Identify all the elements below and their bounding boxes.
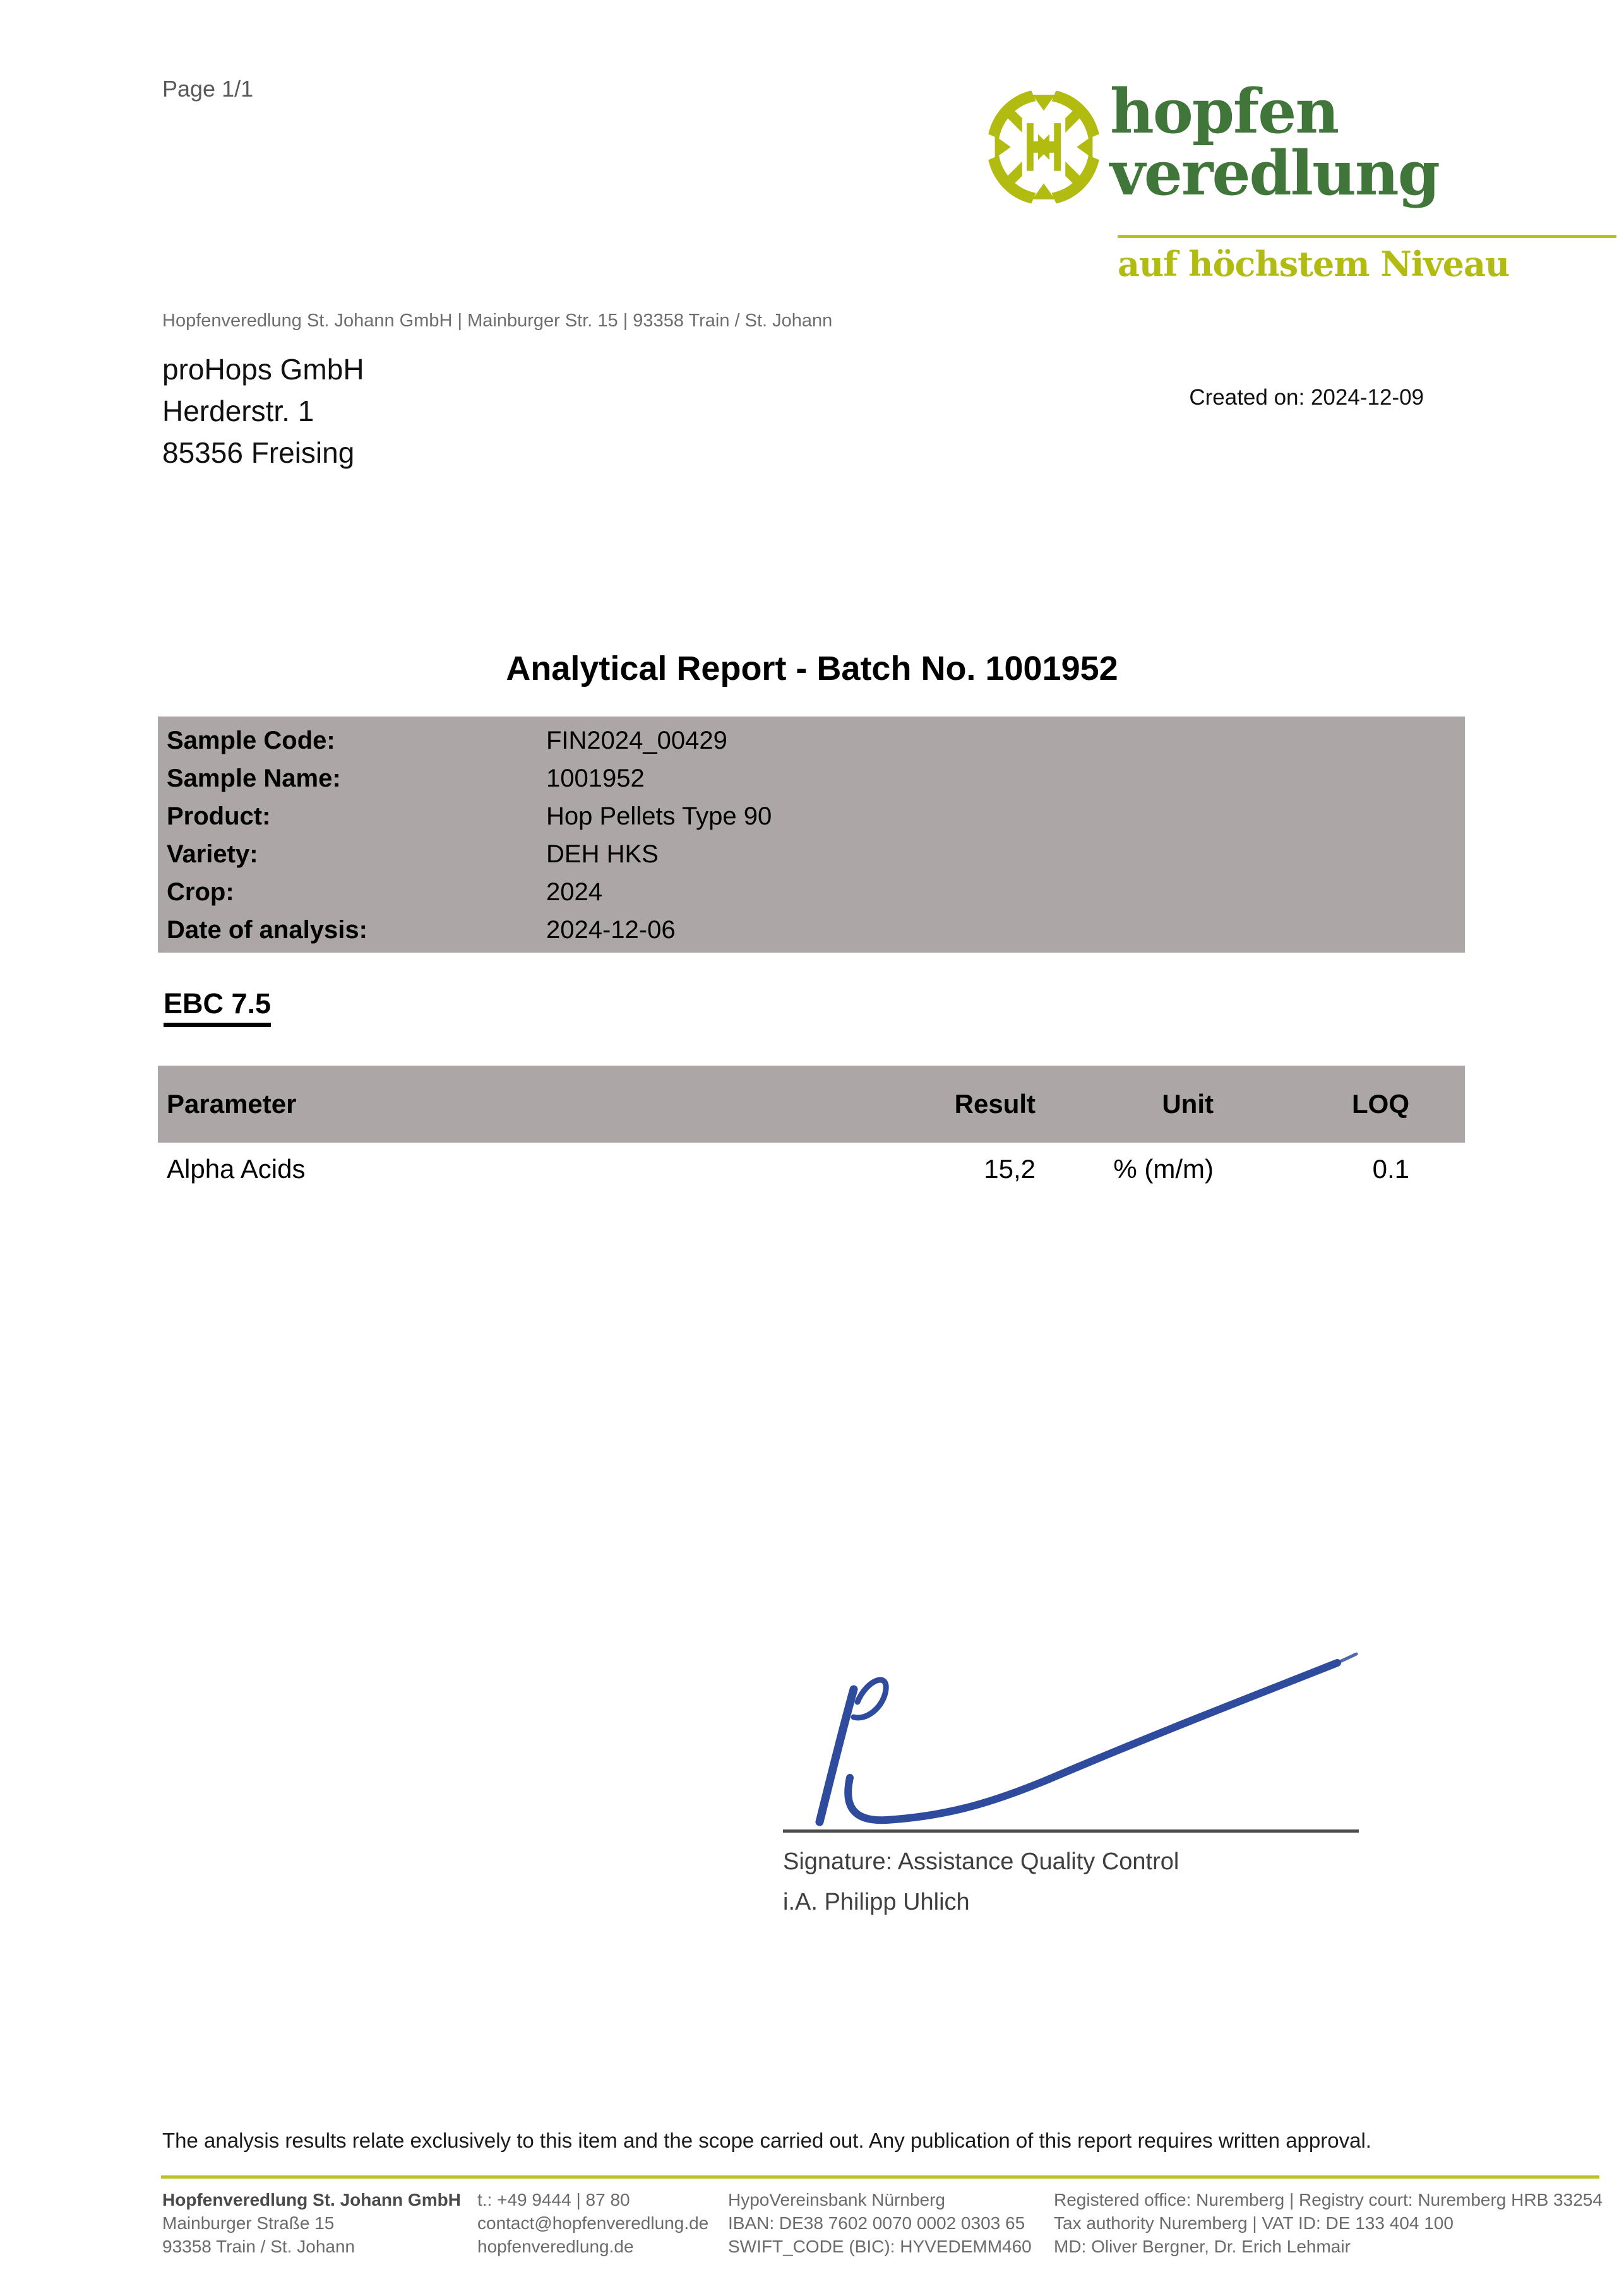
- footer-company-street: Mainburger Straße 15: [162, 2213, 335, 2233]
- results-table-row: [158, 1150, 1465, 1188]
- footer-email: contact@hopfenveredlung.de: [477, 2213, 709, 2233]
- results-table-header: [158, 1066, 1465, 1143]
- table-row: [158, 722, 1465, 759]
- footer-company-name: Hopfenveredlung St. Johann GmbH: [162, 2190, 461, 2210]
- product-label: Product:: [167, 802, 271, 830]
- crop-value: 2024: [546, 877, 602, 906]
- method-heading: EBC 7.5: [164, 987, 271, 1027]
- sender-address-line: Hopfenveredlung St. Johann GmbH | Mainburger Str. 15 | 93358 Train / St. Johann: [162, 311, 833, 331]
- column-header-loq: LOQ: [1352, 1089, 1409, 1119]
- report-title: Analytical Report - Batch No. 1001952: [506, 650, 1118, 687]
- recipient-address: [162, 348, 364, 473]
- sample-info-table: [158, 717, 1465, 953]
- footer-company-column: [162, 2188, 461, 2258]
- sample-code-label: Sample Code:: [167, 726, 335, 754]
- brand-wordmark-line1: hopfen: [1110, 76, 1339, 147]
- hopfenveredlung-emblem-icon: [987, 87, 1101, 206]
- recipient-city: 85356 Freising: [162, 436, 355, 469]
- footer-swift: SWIFT_CODE (BIC): HYVEDEMM460: [728, 2237, 1032, 2256]
- footer-bank-column: [728, 2188, 1032, 2258]
- table-row: [158, 873, 1465, 911]
- recipient-name: proHops GmbH: [162, 353, 364, 386]
- column-header-parameter: Parameter: [167, 1089, 297, 1119]
- sample-name-value: 1001952: [546, 764, 645, 792]
- date-of-analysis-label: Date of analysis:: [167, 915, 367, 944]
- footer-phone: t.: +49 9444 | 87 80: [477, 2190, 630, 2210]
- column-header-result: Result: [954, 1089, 1036, 1119]
- brand-divider: [1118, 235, 1616, 238]
- footer-bank-name: HypoVereinsbank Nürnberg: [728, 2190, 945, 2210]
- variety-value: DEH HKS: [546, 840, 659, 868]
- result-unit: % (m/m): [1113, 1154, 1214, 1184]
- crop-label: Crop:: [167, 877, 234, 906]
- footer-tax: Tax authority Nuremberg | VAT ID: DE 133 404 100: [1054, 2213, 1454, 2233]
- footer-divider: [161, 2175, 1599, 2179]
- footer-website: hopfenveredlung.de: [477, 2237, 634, 2256]
- brand-tagline: auf höchstem Niveau: [1118, 244, 1510, 284]
- footer-contact-column: [477, 2188, 708, 2258]
- page-number: Page 1/1: [162, 76, 254, 102]
- footer-registry: Registered office: Nuremberg | Registry court: Nuremberg HRB 33254: [1054, 2190, 1603, 2210]
- column-header-unit: Unit: [1162, 1089, 1214, 1119]
- disclaimer-text: The analysis results relate exclusively to this item and the scope carried out. Any publication of this report requires written approval.: [162, 2129, 1371, 2152]
- signature-role-label: Signature: Assistance Quality Control: [783, 1848, 1179, 1875]
- result-value: 15,2: [984, 1154, 1036, 1184]
- signature-line: [783, 1829, 1359, 1833]
- date-of-analysis-value: 2024-12-06: [546, 915, 676, 944]
- handwritten-signature: [783, 1635, 1364, 1831]
- footer-company-city: 93358 Train / St. Johann: [162, 2237, 355, 2256]
- table-row: [158, 759, 1465, 797]
- result-loq: 0.1: [1372, 1154, 1409, 1184]
- product-value: Hop Pellets Type 90: [546, 802, 772, 830]
- brand-wordmark: [1110, 76, 1502, 209]
- recipient-street: Herderstr. 1: [162, 395, 314, 427]
- signature-name: i.A. Philipp Uhlich: [783, 1889, 970, 1915]
- table-row: [158, 797, 1465, 835]
- footer-iban: IBAN: DE38 7602 0070 0002 0303 65: [728, 2213, 1025, 2233]
- variety-label: Variety:: [167, 840, 258, 868]
- sample-name-label: Sample Name:: [167, 764, 341, 792]
- created-on-date: Created on: 2024-12-09: [1189, 385, 1424, 410]
- footer-md: MD: Oliver Bergner, Dr. Erich Lehmair: [1054, 2237, 1351, 2256]
- result-parameter: Alpha Acids: [167, 1154, 306, 1184]
- sample-code-value: FIN2024_00429: [546, 726, 727, 754]
- brand-wordmark-line2: veredlung: [1110, 138, 1439, 209]
- footer-legal-column: [1054, 2188, 1603, 2258]
- table-row: [158, 911, 1465, 949]
- table-row: [158, 835, 1465, 873]
